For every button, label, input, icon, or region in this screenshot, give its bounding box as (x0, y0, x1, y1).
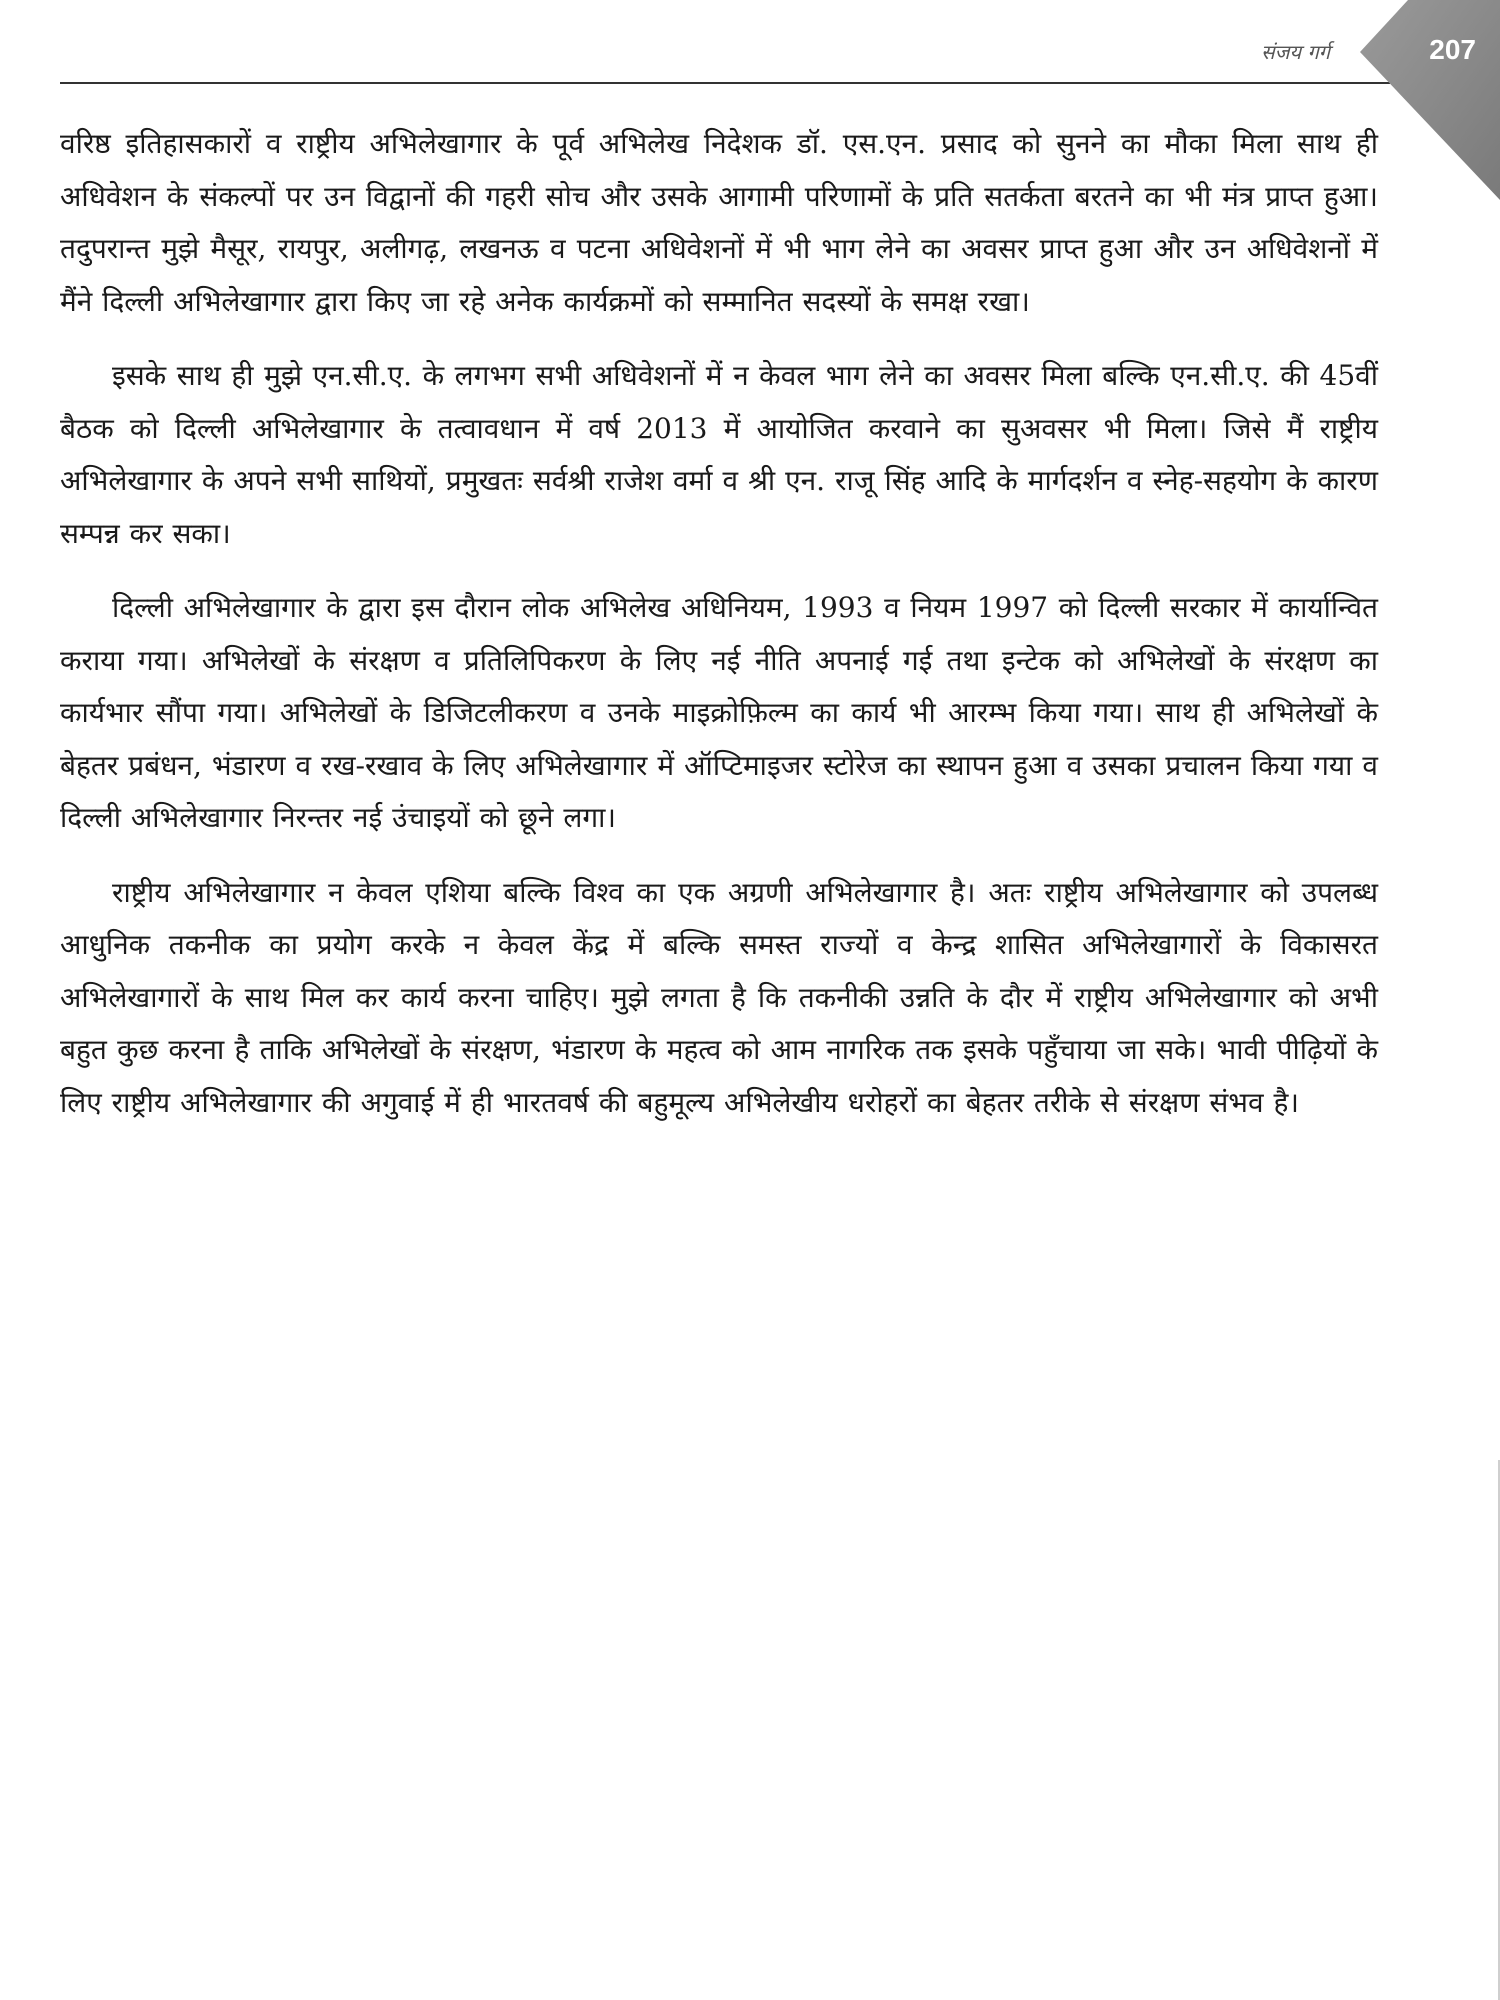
page-tab-shape (1360, 0, 1500, 200)
paragraph: दिल्ली अभिलेखागार के द्वारा इस दौरान लोक अभिलेख अधिनियम, 1993 व नियम 1997 को दिल्ली सरकार में कार्यान्वित कराया गया। अभिलेखों के संरक्षण व प्रतिलिपिकरण के लिए नई नीति अपनाई गई तथा इन्टेक को अभिलेखों के संरक्षण का कार्यभार सौंपा गया। अभिलेखों के डिजिटलीकरण व उनके माइक्रोफ़िल्म का कार्य भी आरम्भ किया गया। साथ ही अभिलेखों के बेहतर प्रबंधन, भंडारण व रख-रखाव के लिए अभिलेखागार में ऑप्टिमाइजर स्टोरेज का स्थापन हुआ व उसका प्रचालन किया गया व दिल्ली अभिलेखागार निरन्तर नई उंचाइयों को छूने लगा। (60, 591, 1378, 834)
paragraph-continued: वरिष्ठ इतिहासकारों व राष्ट्रीय अभिलेखागार के पूर्व अभिलेख निदेशक डॉ. एस.एन. प्रसाद को सुनने का मौका मिला साथ ही अधिवेशन के संकल्पों पर उन विद्वानों की गहरी सोच और उसके आगामी परिणामों के प्रति सतर्कता बरतने का भी मंत्र प्राप्त हुआ। तदुपरान्त मुझे मैसूर, रायपुर, अलीगढ़, लखनऊ व पटना अधिवेशनों में भी भाग लेने का अवसर प्राप्त हुआ और उन अधिवेशनों में मैंने दिल्ली अभिलेखागार द्वारा किए जा रहे अनेक कार्यक्रमों को सम्मानित सदस्यों के समक्ष रखा। (60, 127, 1378, 318)
running-header (60, 0, 1390, 84)
paragraph: इसके साथ ही मुझे एन.सी.ए. के लगभग सभी अधिवेशनों में न केवल भाग लेने का अवसर मिला बल्कि एन.सी.ए. की 45वीं बैठक को दिल्ली अभिलेखागार के तत्वावधान में वर्ष 2013 में आयोजित करवाने का सुअवसर भी मिला। जिसे मैं राष्ट्रीय अभिलेखागार के अपने सभी साथियों, प्रमुखतः सर्वश्री राजेश वर्मा व श्री एन. राजू सिंह आदि के मार्गदर्शन व स्नेह-सहयोग के कारण सम्पन्न कर सका। (60, 359, 1378, 550)
page-tab-triangle (1360, 0, 1500, 200)
paragraph: राष्ट्रीय अभिलेखागार न केवल एशिया बल्कि विश्व का एक अग्रणी अभिलेखागार है। अतः राष्ट्रीय अभिलेखागार को उपलब्ध आधुनिक तकनीक का प्रयोग करके न केवल केंद्र में बल्कि समस्त राज्यों व केन्द्र शासित अभिलेखागारों के विकासरत अभिलेखागारों के साथ मिल कर कार्य करना चाहिए। मुझे लगता है कि तकनीकी उन्नति के दौर में राष्ट्रीय अभिलेखागार को अभी बहुत कुछ करना है ताकि अभिलेखों के संरक्षण, भंडारण के महत्व को आम नागरिक तक इसके पहुँचाया जा सके। भावी पीढ़ियों के लिए राष्ट्रीय अभिलेखागार की अगुवाई में ही भारतवर्ष की बहुमूल्य अभिलेखीय धरोहरों का बेहतर तरीके से संरक्षण संभव है। (60, 875, 1378, 1119)
running-header-author: संजय गर्ग (1261, 40, 1330, 64)
page-number-tab (1360, 0, 1500, 200)
page-number: 207 (1429, 34, 1476, 65)
body-text (60, 118, 1378, 1151)
